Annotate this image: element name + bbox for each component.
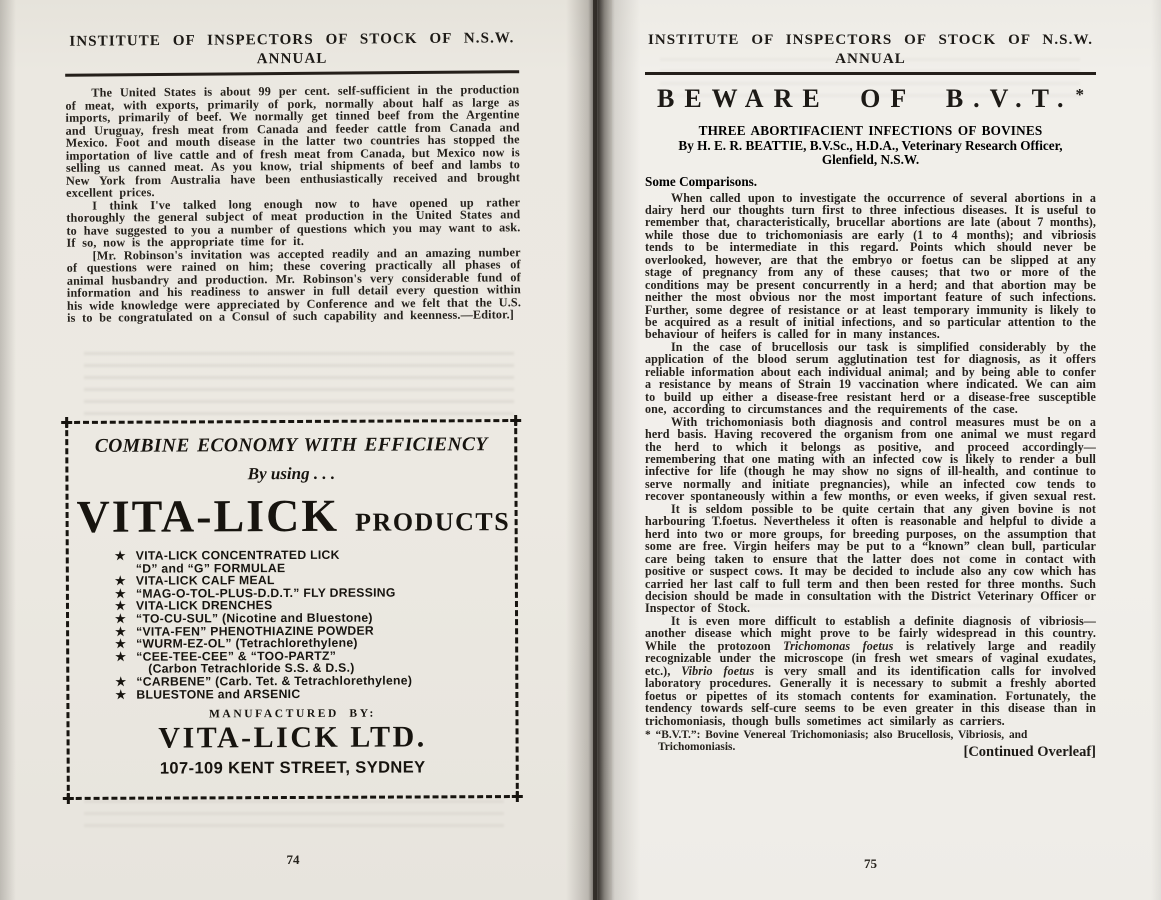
left-page (65, 29, 521, 324)
page-number-74: 74 (286, 852, 300, 867)
paragraph: With trichomoniasis both diagnosis and control measures must be on a herd basis. Having recovered the organism from one animal we must regard the herd to which it belongs as positive, and proceed accordingly—remembering that one mating with an infected cow is likely to render a bull infective for life (though he may show no signs of ill-health, and continue to serve normally and initiate pregnancies), while an infected cow tends to recover spontaneously within a few months, or even weeks, if given sexual rest. (645, 414, 1096, 504)
paragraph: I think I've talked long enough now to have opened up rather thoroughly the general subject of meat production in the United States and to have suggested to you a number of questions which you may want to ask. If so, now is the appropriate time for it. (66, 194, 521, 250)
article-byline-location: Glenfield, N.S.W. (821, 152, 920, 167)
list-item (115, 687, 507, 701)
star-icon: ★ (114, 548, 126, 563)
list-item-label: BLUESTONE and ARSENIC (136, 686, 301, 702)
ad-brand-line (76, 488, 511, 543)
star-icon: ★ (114, 573, 126, 588)
right-page (645, 31, 1096, 761)
right-page-body (645, 192, 1096, 727)
running-head-right: INSTITUTE OF INSPECTORS OF STOCK OF N.S.W. ANNUAL (645, 31, 1096, 75)
list-item-label: VITA-LICK DRENCHES (135, 598, 273, 614)
ad-corner-ornament (63, 793, 74, 804)
star-icon: ★ (115, 649, 127, 664)
article-title-text: BEWARE OF B.V.T. (656, 84, 1074, 113)
ad-brand-suffix: PRODUCTS (355, 507, 511, 537)
scan-smudge (84, 800, 504, 834)
continued-overleaf-note: [Continued Overleaf] (963, 743, 1096, 760)
list-item-label: VITA-LICK CALF MEAL (135, 573, 275, 588)
scan-smudge (84, 352, 514, 416)
ad-brand-name: VITA-LICK (76, 489, 340, 542)
ad-corner-ornament (61, 417, 72, 428)
list-item-label: “WURM-EZ-OL” (Tetrachlorethylene) (136, 635, 358, 651)
star-icon: ★ (115, 624, 127, 639)
star-icon: ★ (115, 674, 127, 689)
ad-byline: By using . . . (247, 463, 336, 484)
list-item-label: “D” and “G” FORMULAE (135, 560, 286, 576)
star-icon: ★ (114, 586, 127, 601)
ad-corner-ornament (512, 791, 523, 802)
paragraph (645, 615, 1096, 727)
ad-company-address: 107-109 KENT STREET, SYDNEY (159, 758, 426, 778)
ad-company-name: VITA-LICK LTD. (158, 720, 427, 755)
ad-corner-ornament (510, 415, 521, 426)
section-heading: Some Comparisons. (645, 173, 758, 189)
paragraph-segment: Nevertheless it often is reasonable and helpful to divide a herd into two or more groups, for breeding purposes, on the assumption that some are free. Virgin heifers may be put to a “known” clean bull, particular care being taken to ensure that the latter does not come in contact with positive or suspect cows. It may be decided to include also any cow which has carried her last calf to full term and then been rested for three months. Such decision should be made in consultation with the District Veterinary Officer or Inspector of Stock. (645, 514, 1096, 616)
article-subtitle: THREE ABORTIFACIENT INFECTIONS OF BOVINES (698, 123, 1043, 138)
article-byline: By H. E. R. BEATTIE, B.V.Sc., H.D.A., Veterinary Research Officer, (678, 137, 1063, 153)
footnote-asterisk: * (1075, 85, 1084, 104)
star-icon: ★ (115, 611, 127, 626)
paragraph-segment: is very small and its identification calls for involved laboratory procedures. Generally it is necessary to submit a freshly aborted foetus or pipettes of its stomach contents for examination. Fortunately, the tendency towards self-cure seems to be even greater in this disease than in trichomoniasis, though bulls sometimes act similarly as carriers. (645, 663, 1097, 728)
paragraph-segment: It is even more difficult to establish a definite diagnosis of vibriosis—another disease which might prove to be fairly widespread in this country. While the protozoon (645, 613, 1096, 653)
paragraph-segment: It is seldom possible to be quite certain that any given bovine is not harbouring (645, 501, 1096, 529)
left-page-body (65, 83, 521, 324)
paragraph: When called upon to investigate the occurrence of several abortions in a dairy herd our thoughts turn first to three infectious diseases. It is useful to remember that, characteristically, brucellar abortions are late (about 7 months), while those due to trichomoniasis are early (1 to 4 months); and vibriosis tends to be intermediate in this regard. Points which should never be overlooked, however, are that the embryo or foetus can be slipped at any stage of pregnancy from any of these causes; that two or more of the conditions may be present concurrently in a herd; and that abortion may be neither the most obvious nor the most important feature of such infections. Further, some degree of resistance or at least temporary immunity is likely to be acquired as a result of initial infections, and so particular attention to the behaviour of heifers is called for in many instances. (645, 190, 1096, 342)
star-icon: ★ (114, 599, 127, 614)
book-gutter-line (593, 0, 597, 900)
paragraph-segment-italic: Vibrio foetus (681, 663, 755, 678)
paragraph: [Mr. Robinson's invitation was accepted readily and an amazing number of questions were rained on him; these covering practically all phases of animal husbandry and production. Mr. Robinson's very considerable fund of information and his readiness to answer in full detail every question within his wide knowledge were appreciated by Conference and we felt that the U.S. is to be congratulated on a Consul of such capability and keenness.—Editor.] (66, 244, 522, 325)
ad-tagline: COMBINE ECONOMY WITH EFFICIENCY (94, 434, 488, 457)
star-icon: ★ (115, 636, 127, 651)
article-title (645, 84, 1096, 114)
running-head-left: INSTITUTE OF INSPECTORS OF STOCK OF N.S.W. ANNUAL (65, 29, 519, 77)
page-number-75: 75 (864, 856, 877, 871)
vita-lick-advertisement (65, 419, 519, 800)
book-gutter-shadow (566, 0, 640, 900)
paragraph-segment-italic: Trichomonas foetus (783, 638, 894, 653)
paragraph (645, 503, 1096, 615)
list-item-label: “CARBENE” (Carb. Tet. & Tetrachlorethylene) (136, 673, 413, 689)
paragraph: In the case of brucellosis our task is simplified considerably by the application of the blood serum agglutination test for diagnosis, as it offers reliable information about each individual animal; and by being able to confer a resistance by means of Strain 19 vaccination where indicated. We can aim to build up either a disease-free resistant herd or a disease-free susceptible one, according to circumstances and the requirements of the case. (645, 339, 1096, 417)
ad-product-list (115, 548, 508, 701)
list-item-label: “MAG-O-TOL-PLUS-D.D.T.” FLY DRESSING (135, 585, 396, 601)
star-icon: ★ (115, 687, 127, 702)
article-footnote: * “B.V.T.”: Bovine Venereal Trichomoniasis; also Brucellosis, Vibriosis, and Trichomoniasis. (645, 728, 1028, 754)
list-item-label: (Carbon Tetrachloride S.S. & D.S.) (148, 661, 355, 676)
paragraph: The United States is about 99 per cent. self-sufficient in the production of meat, with exports, primarily of pork, normally about half as large as imports, primarily of beef. We normally get tinned beef from the Argentine and Uruguay, fresh meat from Canada and feeder cattle from Canada and Mexico. Foot and mouth disease in the latter two countries has stopped the importation of live cattle and of fresh meat from Canada, but Mexico now is selling us canned meat. As you know, trial shipments of beef and lambs to New York from Australia have been enthusiastically received and brought excellent prices. (65, 82, 521, 200)
ad-manufactured-by: MANUFACTURED BY: (208, 707, 376, 721)
list-item-label: “TO-CU-SUL” (Nicotine and Bluestone) (136, 610, 373, 626)
paragraph-segment: is relatively large and readily recognizable under the microscope (in fresh wet smears of vaginal exudates, etc.), (645, 638, 1097, 678)
paragraph-segment-bold: T.foetus. (711, 514, 757, 529)
list-item-label: “CEE-TEE-CEE” & “TOO-PARTZ” (136, 648, 337, 664)
page-edge-shadow-left (0, 0, 16, 900)
list-item-label: “VITA-FEN” PHENOTHIAZINE POWDER (136, 623, 375, 639)
list-item-label: VITA-LICK CONCENTRATED LICK (135, 547, 340, 563)
